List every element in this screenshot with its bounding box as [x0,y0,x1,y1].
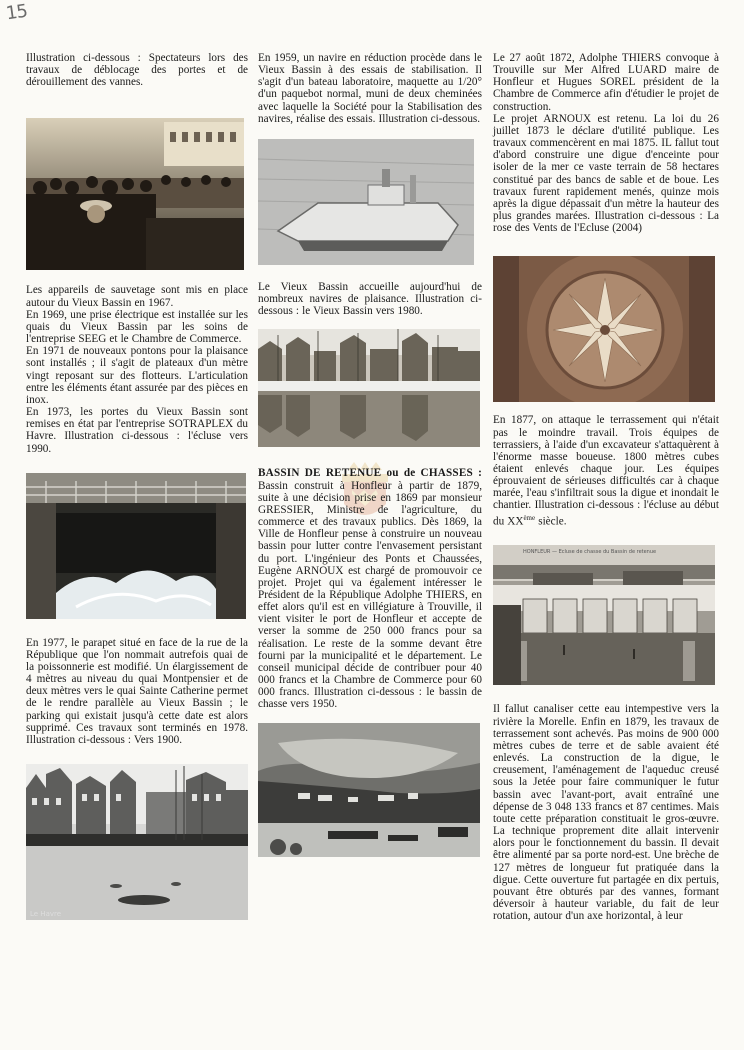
paragraph-text: En 1877, on attaque le terrassement qui n'était pas le moindre travail. Trois équipes de terrassiers, à l'aide d'un excavateur s'attaquèrent à l'énorme masse boueuse. 1800 mètres cubes étaient enlevés chaque jour. Les équipes éprouvaient de sérieuses difficultés car à chaque marée, l'eau s'infiltrait sous la digue et inondait le chantier. Illustration ci-dessous : l'écluse au début du XX [493,414,719,528]
section-block [258,467,482,710]
photo-compass-rose-2004 [493,256,715,402]
paragraph: En 1973, les portes du Vieux Bassin sont remises en état par l'entreprise SOTRAPLEX du Havre. Illustration ci-dessous : l'écluse vers 1990. [26,406,248,455]
paragraph: Les appareils de sauvetage sont mis en place autour du Vieux Bassin en 1967. [26,284,248,309]
superscript: ème [523,513,536,522]
photo-lock-early-20th-century [493,545,715,685]
paragraph: Le 27 août 1872, Adolphe THIERS convoque à Trouville sur Mer Alfred LUARD maire de Honfleur et Hugues SOREL président de la Chambre de Commerce afin d'étudier le projet de construction. [493,52,719,113]
paragraph: Il fallut canaliser cette eau intempestive vers la rivière la Morelle. Enfin en 1879, les travaux de terrassement sont achevés. Pas moins de 900 000 mètres cubes de terre et de sable avaient été enlevés. La construction de la digue, le creusement, l'aménagement de l'aqueduc creusé sous la Jetée pour faire communiquer le futur bassin avec l'avant-port, avait entraîné une dépense de 3 048 133 francs et 87 centimes. Mais toute cette préparation constituait le gros-œuvre. La technique proprement dite allait intervenir alors pour le fonctionnement du bassin. Il devait être alimenté par sa porte nord-est. Une brèche de 127 mètres de longueur fut pratiquée dans la digue. Cette ouverture fut partagée en dix pertuis, pouvant être obturés par des vannes, formant déversoir à hauteur variable, du fait de leur rotation, autour d'un axe horizontal, à leur [493,703,719,923]
paragraph [493,414,719,527]
paragraph: En 1971 de nouveaux pontons pour la plaisance sont installés ; il s'agit de plateaux d'un mètre vingt reposant sur des flotteurs. L'articulation entre les éléments étant assurée par des pièces en inox. [26,345,248,406]
section-heading: BASSIN DE RETENUE ou de CHASSES : [258,467,482,480]
photo-bassin-de-chasse-1950 [258,723,480,857]
column-middle [258,52,482,857]
photo-caption: Le Havre [30,910,62,919]
paragraph: En 1969, une prise électrique est installée sur les quais du Vieux Bassin par les soins de l'entreprise SEEG et le Chambre de Commerce. [26,308,248,346]
paragraph: Bassin construit à Honfleur à partir de 1879, suite à une décision prise en 1869 par monsieur GRESSIER, Ministre de l'agriculture, du commerce et des travaux publics. Dès 1869, la Ville de Honfleur pense à construire un nouveau bassin pour lutter contre l'envasement persistant du port. L'ingénieur des Ponts et Chaussées, Eugène ARNOUX est chargé de promouvoir ce projet. Projet qui va également intéresser le Président de la République Adolphe THIERS, en effet alors qu'il est en villégiature à Trouville, il vient visiter le port de Honfleur et accepte de verser la somme de 250 000 francs pour sa réalisation. Le reste de la somme devant être fourni par la municipalité et le département. Le conseil municipal décide de contribuer pour 40 000 francs et la Chambre de Commerce pour 60 000 francs. Illustration ci-dessous : le bassin de chasse vers 1950. [258,479,482,711]
column-left [26,52,248,920]
paragraph: Le projet ARNOUX est retenu. La loi du 26 juillet 1873 le déclare d'utilité publique. Les travaux commencèrent en mai 1875. IL fallut tout d'abord construire une digue d'enceinte pour isoler de la mer ce vaste terrain de 58 hectares constitué par des bancs de sable et de boue. Les travaux furent rapidement menés, quinze mois après la digue dépassait d'un mètre la hauteur des plus grandes marées. Illustration ci-dessous : La rose des Vents de l'Ecluse (2004) [493,112,719,235]
column-right [493,52,719,922]
photo-model-ship-1959 [258,139,474,265]
photo-spectators-lock-works [26,118,244,270]
paragraph: En 1959, un navire en réduction procède dans le Vieux Bassin à des essais de stabilisation. Il s'agit d'un bateau laboratoire, maquette au 1/20° d'un paquebot normal, muni de deux cheminées avec laquelle la Société pour la Stabilisation des navires, réalise des essais. Illustration ci-dessous. [258,52,482,125]
page-number: 15 [4,0,29,25]
paragraph: Illustration ci-dessous : Spectateurs lors des travaux de déblocage des portes et de dérouillement des vannes. [26,52,248,89]
paragraph: Le Vieux Bassin accueille aujourd'hui de nombreux navires de plaisance. Illustration ci-dessous : le Vieux Bassin vers 1980. [258,280,482,318]
photo-vieux-bassin-1900 [26,764,248,920]
paragraph: En 1977, le parapet situé en face de la rue de la République que l'on nommait autrefois quai de la poissonnerie est modifié. Un élargissement de 4 mètres au niveau du quai Montpensier et de deux mètres vers le quai Sainte Catherine permet de le rendre parallèle au Vieux Bassin ; le parking qui existait jusqu'à cette date est alors supprimé. Ces travaux sont terminés en 1978. Illustration ci-dessous : Vers 1900. [26,636,248,746]
photo-vieux-bassin-1980 [258,329,480,447]
paragraph-text: siècle. [535,515,567,528]
photo-lock-1990 [26,473,246,619]
postcard-caption: HONFLEUR — Ecluse de chasse du Bassin de retenue [523,549,657,556]
